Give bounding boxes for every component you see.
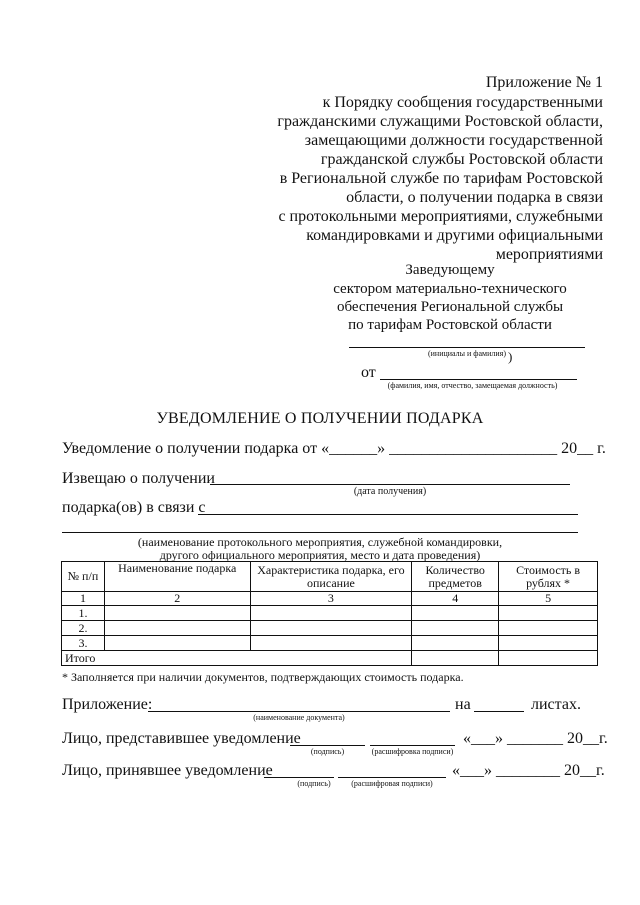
receiver-signature-hint: (подпись) bbox=[297, 779, 331, 788]
receiver-decode-line bbox=[338, 777, 446, 778]
gifts-line bbox=[198, 514, 578, 515]
addressee-line: по тарифам Ростовской области bbox=[348, 317, 552, 333]
from-line bbox=[380, 379, 577, 380]
header-cell: № п/п bbox=[62, 562, 105, 592]
gift-name-cell[interactable] bbox=[104, 606, 250, 621]
attachment-doc-hint: (наименование документа) bbox=[253, 713, 345, 722]
submitter-label: Лицо, представившее уведомление bbox=[62, 730, 301, 747]
row-number: 2. bbox=[62, 621, 105, 636]
appendix-line: в Региональной службе по тарифам Ростовской bbox=[279, 170, 603, 187]
attachment-sheets-label: листах. bbox=[531, 696, 581, 713]
appendix-line: замещающими должности государственной bbox=[304, 132, 603, 149]
attachment-sheets-line bbox=[474, 711, 524, 712]
receiver-decode-hint: (расшифровая подписи) bbox=[351, 779, 433, 788]
event-hint: другого официального мероприятия, место и дата проведения) bbox=[159, 548, 481, 562]
submitter-decode-line bbox=[370, 745, 455, 746]
appendix-line: мероприятиями bbox=[495, 246, 603, 263]
gift-name-cell[interactable] bbox=[104, 636, 250, 651]
appendix-line: к Порядку сообщения государственными bbox=[322, 94, 603, 111]
appendix-line: командировками и другими официальными bbox=[306, 227, 603, 244]
event-hint: (наименование протокольного мероприятия, служебной командировки, bbox=[137, 535, 503, 549]
column-number: 4 bbox=[412, 592, 499, 606]
appendix-line: области, о получении подарка в связи bbox=[346, 189, 603, 206]
addressee-line: обеспечения Региональной службы bbox=[336, 299, 564, 315]
column-number: 1 bbox=[62, 592, 105, 606]
header-cell: Наименование подарка bbox=[104, 562, 250, 592]
initials-line bbox=[349, 347, 585, 348]
appendix-line: гражданскими служащими Ростовской области, bbox=[277, 113, 603, 130]
paren-close: ) bbox=[508, 349, 513, 364]
initials-hint: (инициалы и фамилия) bbox=[427, 349, 507, 358]
gift-cost-cell[interactable] bbox=[499, 621, 598, 636]
gift-name-cell[interactable] bbox=[104, 621, 250, 636]
document-title: УВЕДОМЛЕНИЕ О ПОЛУЧЕНИИ ПОДАРКА bbox=[156, 410, 484, 427]
attachment-doc-line bbox=[148, 711, 450, 712]
appendix-line: с протокольными мероприятиями, служебными bbox=[278, 208, 603, 225]
column-number: 2 bbox=[104, 592, 250, 606]
notice-line: Уведомление о получении подарка от «______» _____________________ 20__ г. bbox=[62, 440, 606, 457]
appendix-line: гражданской службы Ростовской области bbox=[320, 151, 603, 168]
attachment-label: Приложение: bbox=[62, 696, 153, 713]
date-hint: (дата получения) bbox=[353, 486, 427, 497]
receiver-label: Лицо, принявшее уведомление bbox=[62, 762, 273, 779]
receiver-date: «___» ________ 20__г. bbox=[452, 762, 605, 779]
table-footnote: * Заполняется при наличии документов, подтверждающих стоимость подарка. bbox=[62, 670, 464, 684]
submitter-signature-line bbox=[290, 745, 365, 746]
row-number: 1. bbox=[62, 606, 105, 621]
total-label: Итого bbox=[62, 651, 412, 666]
gifts-label: подарка(ов) в связи с bbox=[62, 499, 206, 516]
receiver-signature-line bbox=[264, 777, 334, 778]
header-cell: Стоимость в рублях * bbox=[499, 562, 598, 592]
from-hint: (фамилия, имя, отчество, замещаемая должность) bbox=[387, 381, 558, 390]
gift-quantity-cell[interactable] bbox=[412, 621, 499, 636]
total-cost-cell[interactable] bbox=[499, 651, 598, 666]
column-number: 3 bbox=[250, 592, 412, 606]
gift-description-cell[interactable] bbox=[250, 606, 412, 621]
table-header-row bbox=[62, 562, 598, 592]
gift-quantity-cell[interactable] bbox=[412, 606, 499, 621]
gift-cost-cell[interactable] bbox=[499, 636, 598, 651]
total-quantity-cell[interactable] bbox=[412, 651, 499, 666]
inform-date-line bbox=[210, 484, 570, 485]
submitter-decode-hint: (расшифровка подписи) bbox=[371, 747, 454, 756]
header-cell: Характеристика подарка, его описание bbox=[250, 562, 412, 592]
event-line bbox=[62, 532, 578, 533]
table-row bbox=[62, 606, 598, 621]
table-total-row bbox=[62, 651, 598, 666]
table-row bbox=[62, 636, 598, 651]
gift-description-cell[interactable] bbox=[250, 636, 412, 651]
gift-description-cell[interactable] bbox=[250, 621, 412, 636]
row-number: 3. bbox=[62, 636, 105, 651]
table-number-row bbox=[62, 592, 598, 606]
submitter-date: «___» _______ 20__г. bbox=[463, 730, 608, 747]
addressee-line: сектором материально-технического bbox=[333, 281, 567, 297]
submitter-signature-hint: (подпись) bbox=[310, 747, 345, 756]
attachment-on-label: на bbox=[455, 696, 471, 713]
gift-table bbox=[61, 561, 598, 666]
column-number: 5 bbox=[499, 592, 598, 606]
appendix-title: Приложение № 1 bbox=[485, 74, 603, 91]
inform-label: Извещаю о получении bbox=[62, 470, 215, 487]
table-row bbox=[62, 621, 598, 636]
header-cell: Количество предметов bbox=[412, 562, 499, 592]
gift-quantity-cell[interactable] bbox=[412, 636, 499, 651]
from-label: от bbox=[361, 364, 376, 381]
addressee-line: Заведующему bbox=[405, 262, 495, 278]
gift-cost-cell[interactable] bbox=[499, 606, 598, 621]
